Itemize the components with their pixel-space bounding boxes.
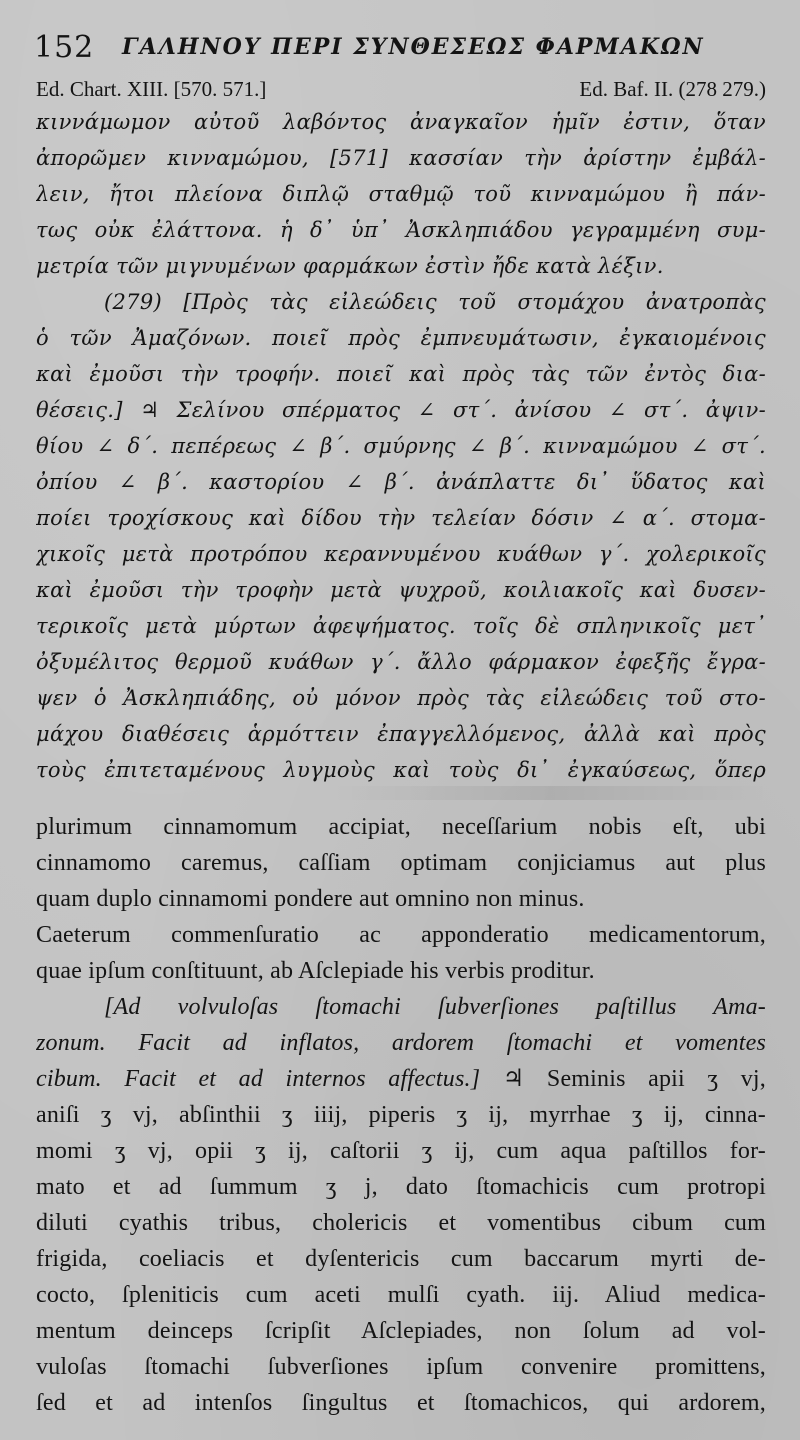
latin-text-line: aniſi ʒ vj, abſinthii ʒ iiij, piperis ʒ ij, myrrhae ʒ ij, cinna-: [36, 1102, 766, 1128]
latin-text-line: zonum. Facit ad inflatos, ardorem ſtomachi et vomentes: [36, 1030, 766, 1056]
greek-text-line: ὁ τῶν Ἀμαζόνων. ποιεῖ πρὸς ἐμπνευμάτωσιν, ἐγκαιομένοις: [36, 326, 766, 350]
edition-basel-reference: Ed. Baf. II. (278 279.): [579, 77, 766, 101]
greek-text-line: (279) [Πρὸς τὰς εἰλεώδεις τοῦ στομάχου ἀνατροπὰς: [104, 290, 766, 314]
greek-text-line: ὀξυμέλιτος θερμοῦ κυάθων γ΄. ἄλλο φάρμακον ἐφεξῆς ἔγρα-: [36, 650, 766, 674]
latin-text-line: ſed et ad intenſos ſingultus et ſtomachicos, qui ardorem,: [36, 1390, 766, 1416]
greek-text-line: τοὺς ἐπιτεταμένους λυγμοὺς καὶ τοὺς δι᾽ ἐγκαύσεως, ὅπερ: [36, 758, 766, 782]
latin-text-line: cocto, ſpleniticis cum aceti mulſi cyath. iij. Aliud medica-: [36, 1282, 766, 1308]
greek-text-block: [36, 104, 766, 788]
greek-text-line: ἀπορῶμεν κινναμώμου, [571] κασσίαν τὴν ἀρίστην ἐμβάλ-: [36, 146, 766, 170]
edition-chartier-reference: Ed. Chart. XIII. [570. 571.]: [36, 77, 267, 101]
greek-text-line: τερικοῖς μετὰ μύρτων ἀφεψήματος. τοῖς δὲ σπληνικοῖς μετ᾽: [36, 614, 766, 638]
greek-text-line: ὀπίου ∠ β΄. καστορίου ∠ β΄. ἀνάπλαττε δι᾽ ὕδατος καὶ: [36, 470, 766, 494]
greek-text-line: τως οὐκ ἐλάττονα. ἡ δ᾽ ὑπ᾽ Ἀσκληπιάδου γεγραμμένη συμ-: [36, 218, 766, 242]
latin-text-line: mentum deinceps ſcripſit Aſclepiades, non ſolum ad vol-: [36, 1318, 766, 1344]
edition-reference-line: [36, 77, 766, 103]
greek-text-line: καὶ ἐμοῦσι τὴν τροφήν. ποιεῖ καὶ πρὸς τὰς τῶν ἐντὸς δια-: [36, 362, 766, 386]
greek-text-line: μετρία τῶν μιγνυμένων φαρμάκων ἐστὶν ἤδε κατὰ λέξιν.: [36, 254, 664, 278]
latin-text-line: momi ʒ vj, opii ʒ ij, caſtorii ʒ ij, cum aqua paſtillos for-: [36, 1138, 766, 1164]
greek-text-line: χικοῖς μετὰ προτρόπου κεραννυμένου κυάθων γ΄. χολερικοῖς: [36, 542, 766, 566]
print-bleed-through: [330, 786, 770, 800]
latin-text-line: quam duplo cinnamomi pondere aut omnino non minus.: [36, 886, 585, 912]
latin-text-line: vuloſas ſtomachi ſubverſiones ipſum convenire promittens,: [36, 1354, 766, 1380]
latin-text-line: mato et ad ſummum ʒ j, dato ſtomachicis cum protropi: [36, 1174, 766, 1200]
greek-text-line: θίου ∠ δ΄. πεπέρεως ∠ β΄. σμύρνης ∠ β΄. κινναμώμου ∠ στ΄.: [36, 434, 766, 458]
latin-text-block: [36, 809, 766, 1421]
greek-text-line: ψεν ὁ Ἀσκληπιάδης, οὐ μόνον πρὸς τὰς εἰλεώδεις τοῦ στο-: [36, 686, 766, 710]
latin-text-line: quae ipſum conſtituunt, ab Aſclepiade his verbis proditur.: [36, 958, 595, 984]
greek-text-line: μάχου διαθέσεις ἁρμόττειν ἐπαγγελλόμενος, ἀλλὰ καὶ πρὸς: [36, 722, 766, 746]
latin-text-line: cinnamomo caremus, caſſiam optimam conjiciamus aut plus: [36, 850, 766, 876]
greek-text-line: λειν, ἤτοι πλείονα διπλῷ σταθμῷ τοῦ κινναμώμου ἢ πάν-: [36, 182, 766, 206]
greek-text-line: κιννάμωμον αὐτοῦ λαβόντος ἀναγκαῖον ἡμῖν ἐστιν, ὅταν: [36, 110, 766, 134]
greek-text-line: καὶ ἐμοῦσι τὴν τροφὴν μετὰ ψυχροῦ, κοιλιακοῖς καὶ δυσεν-: [36, 578, 766, 602]
latin-text-line: frigida, coeliacis et dyſentericis cum baccarum myrti de-: [36, 1246, 766, 1272]
latin-text-line: diluti cyathis tribus, cholericis et vomentibus cibum cum: [36, 1210, 766, 1236]
running-head: ΓΑΛΗΝΟΥ ΠΕΡΙ ΣΥΝΘΕΣΕΩΣ ΦΑΡΜΑΚΩΝ: [122, 34, 705, 60]
latin-text-line: [Ad volvuloſas ſtomachi ſubverſiones paſtillus Ama-: [104, 994, 766, 1020]
page-number: 152: [34, 30, 95, 65]
greek-text-line: ποίει τροχίσκους καὶ δίδου τὴν τελείαν δόσιν ∠ α΄. στομα-: [36, 506, 766, 530]
latin-text-line: plurimum cinnamomum accipiat, neceſſarium nobis eſt, ubi: [36, 814, 766, 840]
latin-text-line: cibum. Facit et ad internos affectus.] ♃ Seminis apii ʒ vj,: [36, 1066, 766, 1092]
greek-text-line: θέσεις.] ♃ Σελίνου σπέρματος ∠ στ΄. ἀνίσου ∠ στ΄. ἀψιν-: [36, 398, 766, 422]
latin-text-line: Caeterum commenſuratio ac apponderatio medicamentorum,: [36, 922, 766, 948]
page-header: [34, 28, 774, 64]
